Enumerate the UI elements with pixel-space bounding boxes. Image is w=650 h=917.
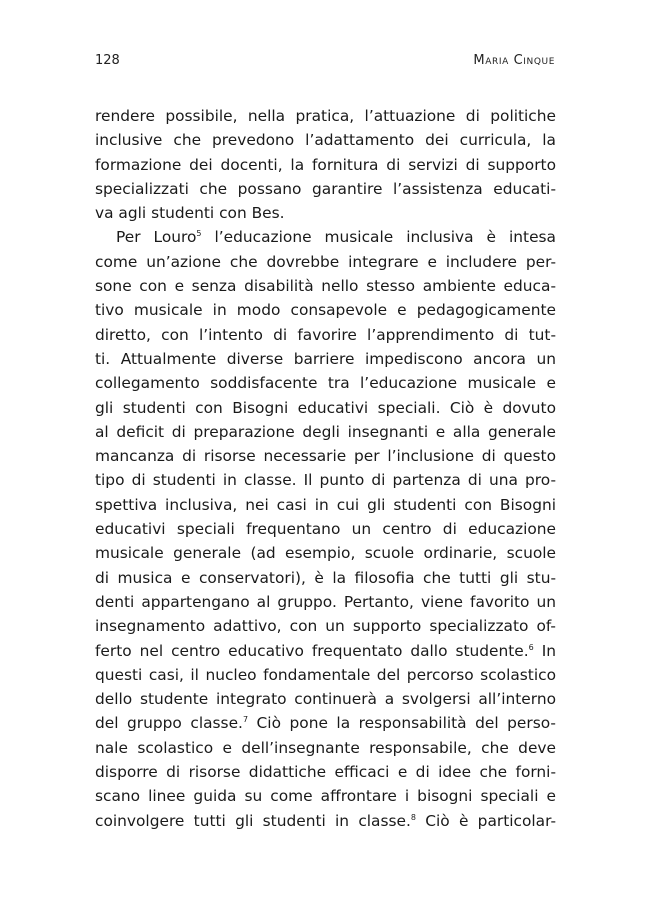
text-line: denti appartengano al gruppo. Pertanto, viene favorito un	[95, 592, 556, 611]
text-line: scano linee guida su come affrontare i bisogni speciali e	[95, 787, 556, 806]
body-text	[95, 104, 556, 833]
text-line: al deficit di preparazione degli insegnanti e alla generale	[95, 422, 556, 441]
text-line: mancanza di risorse necessarie per l’inclusione di questo	[95, 447, 556, 466]
text-line: disporre di risorse didattiche efficaci e di idee che forni-	[95, 763, 556, 782]
text-line: Per Louro$^5$ l’educazione musicale inclusiva è intesa	[116, 228, 556, 247]
paragraph	[95, 225, 556, 832]
text-line: come un’azione che dovrebbe integrare e includere per-	[95, 252, 556, 271]
text-line: tivo musicale in modo consapevole e pedagogicamente	[95, 301, 556, 320]
footnote-marker[interactable]: 8	[410, 812, 416, 822]
text-line: nale scolastico e dell’insegnante responsabile, che deve	[95, 738, 556, 757]
text-line: gli studenti con Bisogni educativi speciali. Ciò è dovuto	[95, 398, 556, 417]
text-line: va agli studenti con Bes.	[95, 204, 285, 223]
text-line: tipo di studenti in classe. Il punto di partenza di una pro-	[95, 471, 556, 490]
text-line: musicale generale (ad esempio, scuole ordinarie, scuole	[95, 544, 556, 563]
text-line: ferto nel centro educativo frequentato dallo studente.$^6$ In	[95, 641, 556, 660]
text-line: spettiva inclusiva, nei casi in cui gli studenti con Bisogni	[95, 495, 556, 514]
text-line: dello studente integrato continuerà a svolgersi all’interno	[95, 690, 556, 709]
text-line: diretto, con l’intento di favorire l’apprendimento di tut-	[95, 325, 556, 344]
text-line: ti. Attualmente diverse barriere impediscono ancora un	[95, 349, 556, 368]
text-line: rendere possibile, nella pratica, l’attuazione di politiche	[95, 107, 556, 125]
text-line: coinvolgere tutti gli studenti in classe.$^8$ Ciò è particolar-	[95, 811, 557, 830]
running-head	[95, 53, 555, 69]
page-number: 128	[95, 53, 120, 68]
footnote-marker[interactable]: 6	[528, 642, 534, 652]
footnote-marker[interactable]: 5	[196, 229, 202, 239]
paragraph	[95, 104, 556, 225]
footnote-marker[interactable]: 7	[242, 715, 249, 725]
text-line: specializzati che possano garantire l’assistenza educati-	[95, 179, 556, 198]
text-line: educativi speciali frequentano un centro di educazione	[95, 520, 556, 539]
text-line: sone con e senza disabilità nello stesso ambiente educa-	[95, 277, 556, 296]
text-line: di musica e conservatori), è la filosofia che tutti gli stu-	[95, 568, 556, 587]
text-line: formazione dei docenti, la fornitura di servizi di supporto	[95, 155, 556, 174]
text-line: insegnamento adattivo, con un supporto specializzato of-	[95, 617, 556, 636]
text-line: collegamento soddisfacente tra l’educazione musicale e	[95, 374, 556, 393]
running-head-author: Maria Cinque	[473, 53, 555, 68]
text-line: questi casi, il nucleo fondamentale del percorso scolastico	[95, 665, 556, 684]
text-line: del gruppo classe.$^7$ Ciò pone la responsabilità del perso-	[95, 714, 556, 733]
text-line: inclusive che prevedono l’adattamento dei curricula, la	[95, 131, 556, 150]
